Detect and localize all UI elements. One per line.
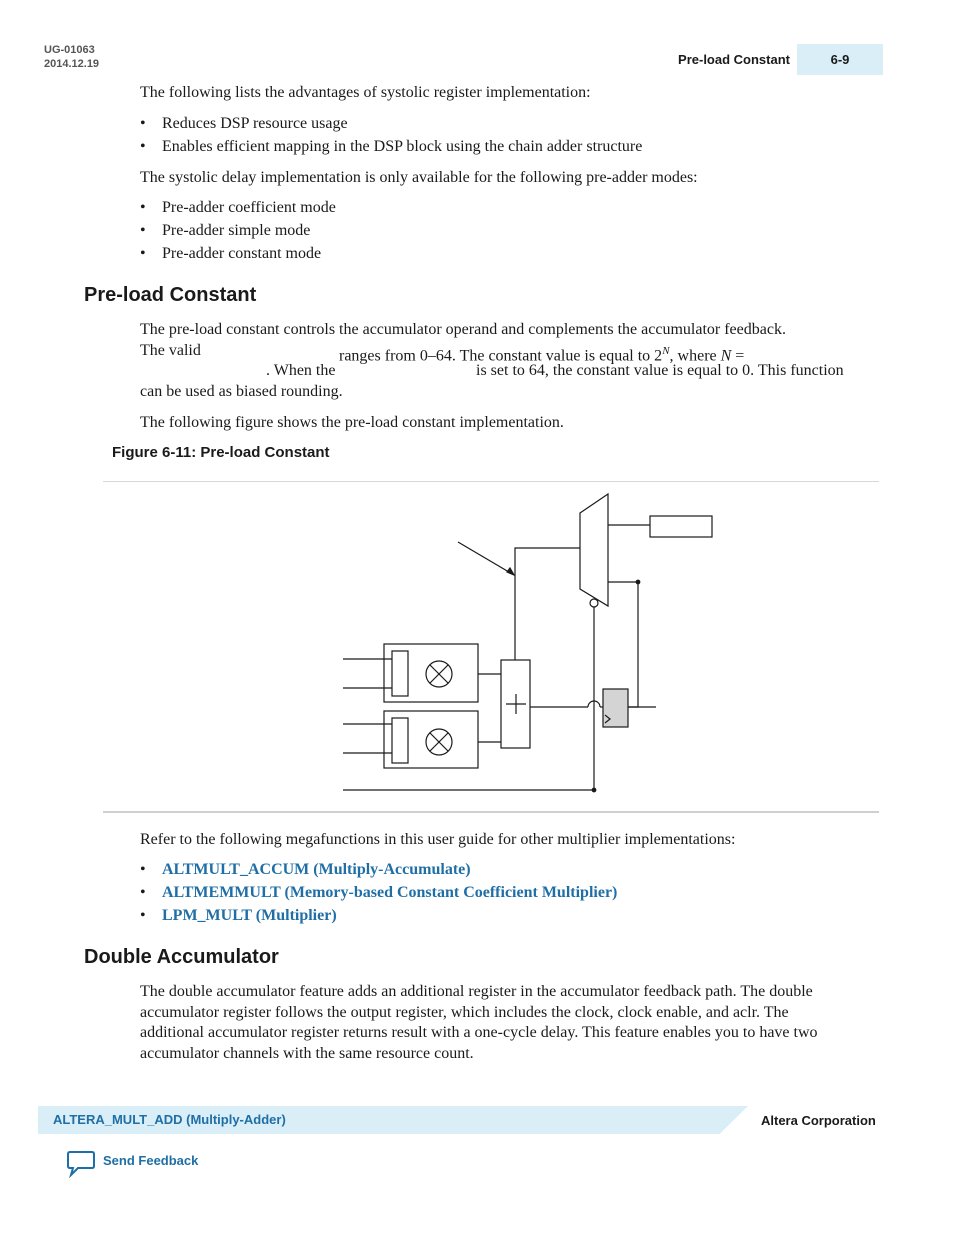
feedback-wire [608,582,638,707]
mux-select-bubble [590,599,598,607]
header-section-title: Pre-load Constant [678,52,790,67]
adder-to-mux-wire [515,548,580,660]
link-altmemmult[interactable]: ALTMEMMULT (Memory-based Constant Coefficient Multiplier) [162,884,618,901]
document-id [44,43,99,71]
link-lpm-mult[interactable]: LPM_MULT (Multiplier) [162,907,337,924]
page-number-badge: 6-9 [797,44,883,75]
link-altmult-accum[interactable]: ALTMULT_ACCUM (Multiply-Accumulate) [162,861,471,878]
list-item: • Pre-adder coefficient mode [140,196,336,219]
preload-paragraph [140,320,875,402]
preload-constant-diagram [330,485,730,805]
list-item [140,858,617,881]
list-item: • Reduces DSP resource usage [140,112,642,135]
section-heading-preload: Pre-load Constant [84,284,257,306]
annotation-arrowhead [507,568,514,575]
double-accumulator-paragraph [140,982,875,1064]
list-item [140,904,617,927]
paragraph-line: accumulator channels with the same resource count. [140,1044,474,1062]
register-2 [392,718,408,763]
output-box [650,516,712,537]
list-item: • Pre-adder simple mode [140,219,336,242]
list-item: • Pre-adder constant mode [140,242,336,265]
figure-lead: The following figure shows the pre-load constant implementation. [140,414,564,431]
advantages-list [140,112,642,158]
preload-line-1: The pre-load constant controls the accumulator operand and complements the accumulator feedback. [140,321,786,338]
list-item [140,881,617,904]
modes-list [140,196,336,265]
paragraph-line: accumulator register follows the output register, which includes the clock, clock enable, and aclr. The [140,1003,789,1021]
figure-top-rule [103,481,879,482]
references-list [140,858,617,927]
multiplier-block-1 [384,644,478,702]
preload-line-2: The valid ranges from 0–64. The constant value is equal to $2^N$, where N = [140,341,745,364]
section-heading-double-accumulator: Double Accumulator [84,946,279,968]
preload-line-3: . When the is set to 64, the constant value is equal to 0. This function [266,362,844,379]
multiplier-block-2 [384,711,478,768]
advantages-lead: The following lists the advantages of systolic register implementation: [140,84,591,101]
feedback-bubble-icon[interactable] [66,1150,96,1178]
list-item: • Enables efficient mapping in the DSP block using the chain adder structure [140,135,642,158]
annotation-arrow-line [458,542,514,575]
references-lead: Refer to the following megafunctions in this user guide for other multiplier implementations: [140,831,736,848]
junction-dot [636,580,640,584]
footer-doc-title: ALTERA_MULT_ADD (Multiply-Adder) [53,1112,286,1127]
paragraph-line: additional accumulator register returns result with a one-cycle delay. This feature enables you to have two [140,1024,818,1041]
figure-caption: Figure 6-11: Pre-load Constant [112,444,330,461]
paragraph-line: The double accumulator feature adds an additional register in the accumulator feedback path. The double [140,983,813,1000]
send-feedback-link[interactable]: Send Feedback [103,1153,199,1168]
doc-date: 2014.12.19 [44,58,100,70]
preload-line-4: can be used as biased rounding. [140,382,343,400]
doc-id-number: UG-01063 [44,44,95,56]
register-1 [392,651,408,696]
figure-bottom-rule [103,811,879,813]
multiplexer-shape [580,494,608,606]
modes-lead: The systolic delay implementation is only available for the following pre-adder modes: [140,169,698,186]
footer-company: Altera Corporation [761,1113,876,1128]
